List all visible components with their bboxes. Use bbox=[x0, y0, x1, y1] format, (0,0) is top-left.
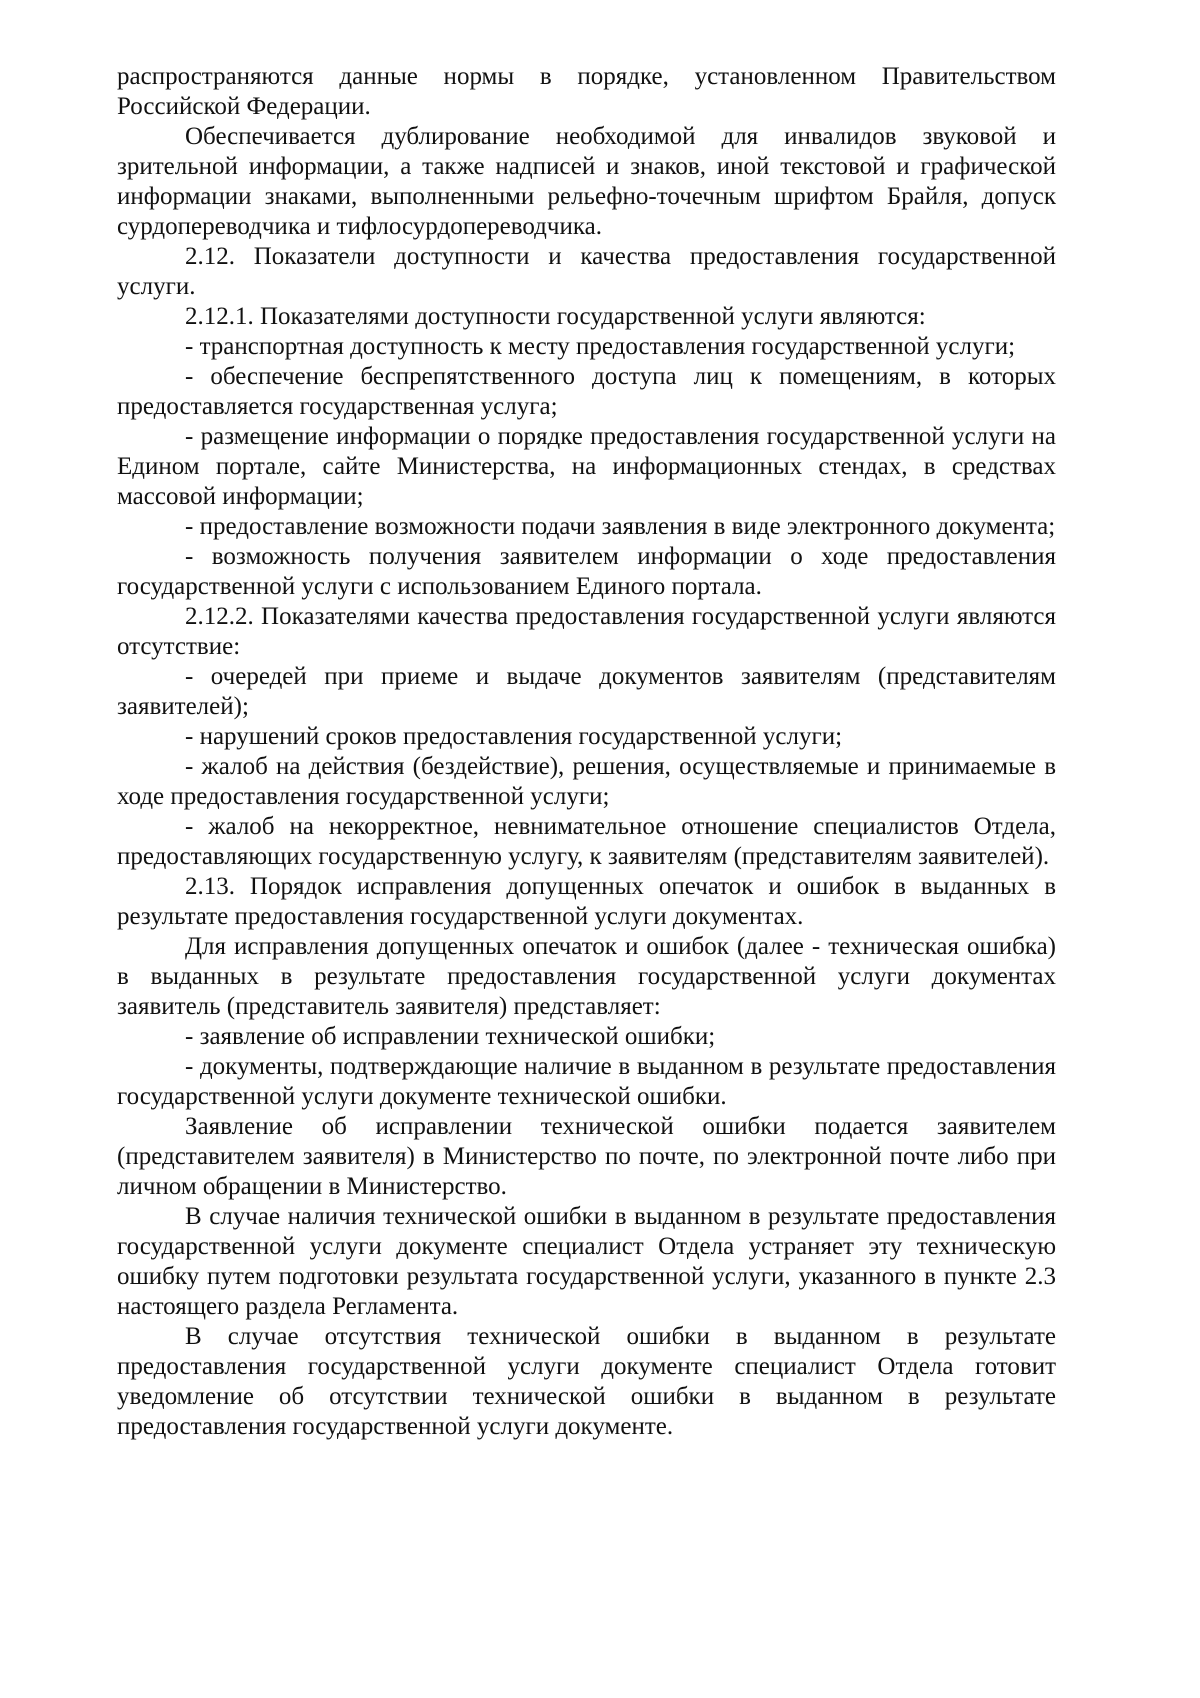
subsection-heading-2-12-2: 2.12.2. Показателями качества предоставления государственной услуги являются отсутствие: bbox=[117, 603, 1056, 660]
list-item: - обеспечение беспрепятственного доступа лиц к помещениям, в которых предоставляется государственная услуга; bbox=[117, 363, 1056, 420]
paragraph-0: распространяются данные нормы в порядке, установленном Правительством Российской Федерации. bbox=[117, 63, 1056, 120]
paragraph-15: Для исправления допущенных опечаток и ошибок (далее - техническая ошибка) в выданных в результате предоставления государственной услуги документах заявитель (представитель заявителя) представляет: bbox=[117, 933, 1056, 1020]
list-item: - документы, подтверждающие наличие в выданном в результате предоставления государственной услуги документе технической ошибки. bbox=[117, 1053, 1056, 1110]
list-item: - заявление об исправлении технической ошибки; bbox=[185, 1023, 716, 1050]
section-heading-2-13: 2.13. Порядок исправления допущенных опечаток и ошибок в выданных в результате предоставления государственной услуги документах. bbox=[117, 873, 1056, 930]
list-item: - предоставление возможности подачи заявления в виде электронного документа; bbox=[185, 513, 1056, 540]
paragraph-1: Обеспечивается дублирование необходимой для инвалидов звуковой и зрительной информации, а также надписей и знаков, иной текстовой и графической информации знаками, выполненными рельефно-точечным шрифтом Брайля, допуск сурдопереводчика и тифлосурдопереводчика. bbox=[117, 123, 1056, 240]
list-item: - очередей при приеме и выдаче документов заявителям (представителям заявителей); bbox=[117, 663, 1056, 720]
document-page bbox=[117, 62, 1056, 1442]
paragraph-20: В случае отсутствия технической ошибки в выданном в результате предоставления государственной услуги документе специалист Отдела готовит уведомление об отсутствии технической ошибки в выданном в результате предоставления государственной услуги документе. bbox=[117, 1323, 1056, 1440]
section-heading-2-12: 2.12. Показатели доступности и качества предоставления государственной услуги. bbox=[117, 243, 1056, 300]
list-item: - жалоб на некорректное, невнимательное отношение специалистов Отдела, предоставляющих государственную услугу, к заявителям (представителям заявителей). bbox=[117, 813, 1056, 870]
list-item: - жалоб на действия (бездействие), решения, осуществляемые и принимаемые в ходе предоставления государственной услуги; bbox=[117, 753, 1056, 810]
subsection-heading-2-12-1: 2.12.1. Показателями доступности государственной услуги являются: bbox=[185, 303, 926, 330]
paragraph-19: В случае наличия технической ошибки в выданном в результате предоставления государственной услуги документе специалист Отдела устраняет эту техническую ошибку путем подготовки результата государственной услуги, указанного в пункте 2.3 настоящего раздела Регламента. bbox=[117, 1203, 1056, 1320]
list-item: - возможность получения заявителем информации о ходе предоставления государственной услуги с использованием Единого портала. bbox=[117, 543, 1056, 600]
list-item: - размещение информации о порядке предоставления государственной услуги на Едином портале, сайте Министерства, на информационных стендах, в средствах массовой информации; bbox=[117, 423, 1056, 510]
paragraph-18: Заявление об исправлении технической ошибки подается заявителем (представителем заявителя) в Министерство по почте, по электронной почте либо при личном обращении в Министерство. bbox=[117, 1113, 1056, 1200]
list-item: - транспортная доступность к месту предоставления государственной услуги; bbox=[185, 333, 1016, 360]
list-item: - нарушений сроков предоставления государственной услуги; bbox=[185, 723, 843, 750]
